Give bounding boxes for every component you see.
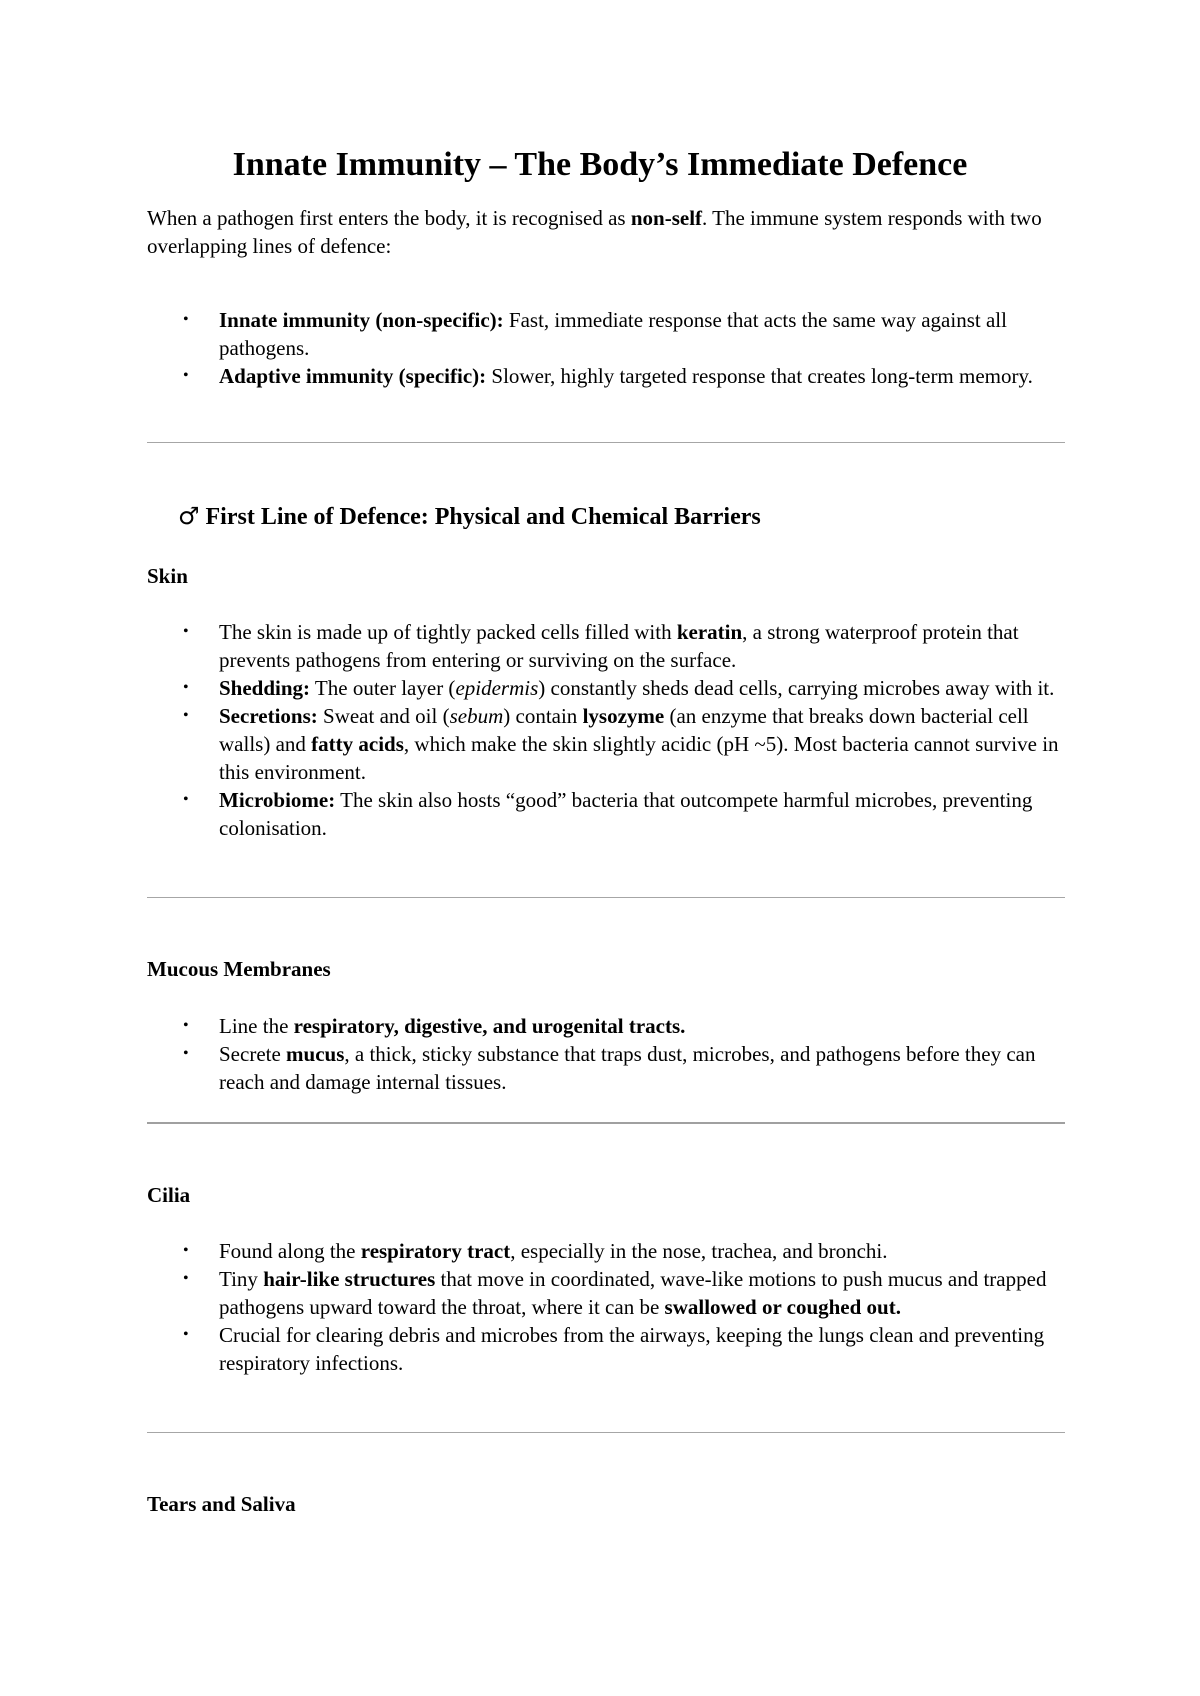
skin-heading: Skin [147, 564, 188, 588]
item-bold: keratin [676, 620, 743, 644]
item-text: ) constantly sheds dead cells, carrying microbes away with it. [538, 676, 1055, 700]
list-item [147, 1265, 1067, 1321]
divider [147, 897, 1065, 898]
list-item [147, 1321, 1067, 1377]
skin-list [147, 618, 1067, 842]
cilia-heading: Cilia [147, 1183, 191, 1207]
page-title: Innate Immunity – The Body’s Immediate Defence [232, 146, 968, 183]
item-text: (an enzyme that breaks down bacterial cell walls) and [219, 704, 1029, 756]
bullet-icon: • [183, 367, 189, 384]
bullet-icon: • [183, 679, 189, 696]
item-text: Sweat and oil ( [317, 704, 450, 728]
intro-paragraph [147, 204, 1067, 260]
item-text: The outer layer ( [310, 676, 456, 700]
intro-text: When a pathogen first enters the body, it is recognised as [147, 206, 631, 230]
item-text: , especially in the nose, trachea, and bronchi. [510, 1239, 888, 1263]
section-heading [178, 500, 761, 533]
item-text: Secrete [219, 1042, 287, 1066]
bullet-icon: • [183, 1270, 189, 1287]
bullet-icon: • [183, 1045, 189, 1062]
defence-types-list [147, 306, 1067, 390]
list-item [147, 1040, 1067, 1096]
bullet-icon: • [183, 791, 189, 808]
list-item [147, 618, 1067, 674]
item-text: Slower, highly targeted response that creates long-term memory. [486, 364, 1033, 388]
item-text: The skin also hosts “good” bacteria that outcompete harmful microbes, preventing colonisation. [219, 788, 1033, 840]
item-bold: mucus [286, 1042, 345, 1066]
intro-text: . The immune system responds with two overlapping lines of defence: [147, 206, 1042, 258]
bullet-icon: • [183, 311, 189, 328]
item-text: Tiny [219, 1267, 264, 1291]
item-label: Adaptive immunity (specific): [219, 364, 487, 388]
item-text: that move in coordinated, wave-like motions to push mucus and trapped pathogens upward toward the throat, where it can be [219, 1267, 1047, 1319]
bullet-icon: • [183, 1326, 189, 1343]
item-text: , a thick, sticky substance that traps dust, microbes, and pathogens before they can reach and damage internal tissues. [219, 1042, 1036, 1094]
list-item [147, 362, 1067, 390]
mucous-list [147, 1012, 1067, 1096]
item-label: Innate immunity (non-specific): [219, 308, 504, 332]
cilia-list [147, 1237, 1067, 1377]
item-bold: fatty acids [311, 732, 404, 756]
divider [147, 1122, 1065, 1124]
item-italic: epidermis [455, 676, 539, 700]
item-text: ) contain [503, 704, 583, 728]
item-text: , which make the skin slightly acidic (pH ~5). Most bacteria cannot survive in this environment. [219, 732, 1059, 784]
list-item [147, 786, 1067, 842]
item-bold: hair-like structures [263, 1267, 436, 1291]
list-item [147, 306, 1067, 362]
list-item [147, 1237, 1067, 1265]
item-text: Line the [219, 1014, 294, 1038]
item-italic: sebum [449, 704, 504, 728]
item-label: Shedding: [219, 676, 311, 700]
divider [147, 442, 1065, 443]
list-item [147, 674, 1067, 702]
item-bold: swallowed or coughed out. [664, 1295, 901, 1319]
item-bold: lysozyme [582, 704, 665, 728]
item-bold: respiratory tract [360, 1239, 511, 1263]
male-symbol-icon: ♂ [178, 502, 200, 530]
item-text: , a strong waterproof protein that prevents pathogens from entering or surviving on the surface. [219, 620, 1019, 672]
item-text: The skin is made up of tightly packed cells filled with [219, 620, 677, 644]
item-text: Fast, immediate response that acts the same way against all pathogens. [219, 308, 1007, 360]
divider [147, 1432, 1065, 1433]
bullet-icon: • [183, 623, 189, 640]
intro-bold-term: non-self [630, 206, 703, 230]
tears-heading: Tears and Saliva [147, 1492, 296, 1516]
bullet-icon: • [183, 1017, 189, 1034]
bullet-icon: • [183, 707, 189, 724]
item-label: Secretions: [219, 704, 318, 728]
item-label: Microbiome: [219, 788, 336, 812]
item-text: Crucial for clearing debris and microbes from the airways, keeping the lungs clean and preventing respiratory infections. [219, 1323, 1045, 1375]
item-bold: respiratory, digestive, and urogenital tracts. [293, 1014, 686, 1038]
item-text: Found along the [219, 1239, 361, 1263]
section-heading-text: First Line of Defence: Physical and Chemical Barriers [205, 504, 761, 530]
mucous-heading: Mucous Membranes [147, 957, 331, 981]
list-item [147, 1012, 1067, 1040]
bullet-icon: • [183, 1242, 189, 1259]
list-item [147, 702, 1067, 786]
